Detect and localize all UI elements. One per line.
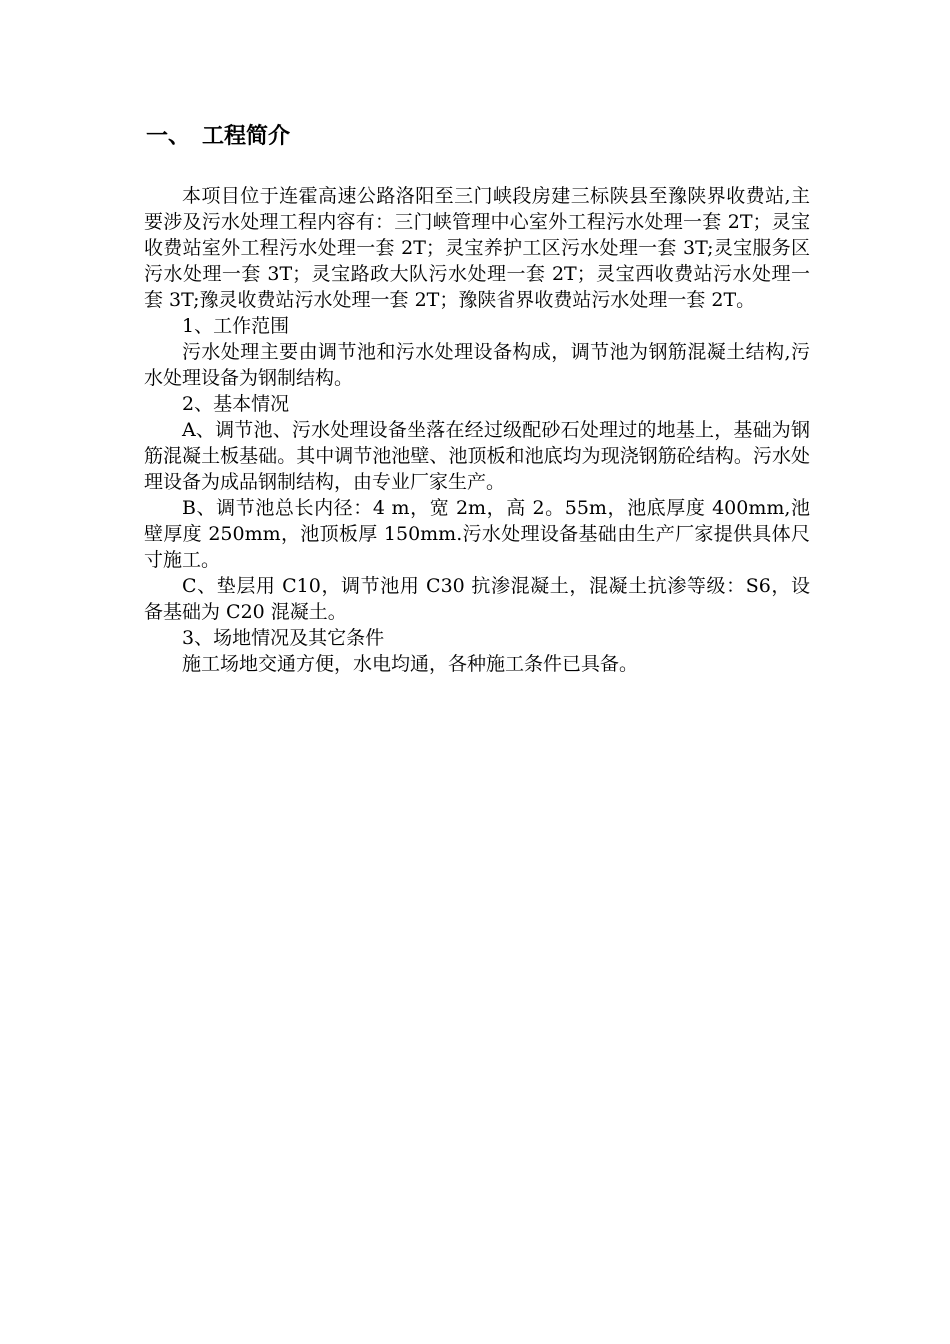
subheading-basic-situation: 2、基本情况 xyxy=(182,393,290,415)
section-title: 工程简介 xyxy=(202,124,291,149)
paragraph-work-scope: 污水处理主要由调节池和污水处理设备构成，调节池为钢筋混凝土结构,污水处理设备为钢制结构。 xyxy=(144,341,810,389)
paragraph-site-conditions: 施工场地交通方便，水电均通，各种施工条件已具备。 xyxy=(182,653,639,675)
paragraph-basic-a: A、调节池、污水处理设备坐落在经过级配砂石处理过的地基上，基础为钢筋混凝土板基础。其中调节池池壁、池顶板和池底均为现浇钢筋砼结构。污水处理设备为成品钢制结构，由专业厂家生产。 xyxy=(144,419,810,493)
paragraph-project-overview: 本项目位于连霍高速公路洛阳至三门峡段房建三标陕县至豫陕界收费站,主要涉及污水处理工程内容有：三门峡管理中心室外工程污水处理一套 2T；灵宝收费站室外工程污水处理一套 2T；灵宝养护工区污水处理一套 3T;灵宝服务区污水处理一套 3T；灵宝路政大队污水处理一套 2T；灵宝西收费站污水处理一套 3T;豫灵收费站污水处理一套 2T；豫陕省界收费站污水处理一套 2T。 xyxy=(144,185,810,311)
subheading-site-conditions: 3、场地情况及其它条件 xyxy=(182,627,385,649)
paragraph-basic-c: C、垫层用 C10，调节池用 C30 抗渗混凝土，混凝土抗渗等级：S6，设备基础为 C20 混凝土。 xyxy=(144,575,810,623)
section-heading xyxy=(146,122,290,152)
subheading-work-scope: 1、工作范围 xyxy=(182,315,290,337)
section-number: 一、 xyxy=(146,124,191,149)
paragraph-basic-b: B、调节池总长内径：4 m，宽 2m，高 2。55m，池底厚度 400mm,池壁厚度 250mm，池顶板厚 150mm.污水处理设备基础由生产厂家提供具体尺寸施工。 xyxy=(144,497,810,571)
body-text xyxy=(144,183,810,677)
